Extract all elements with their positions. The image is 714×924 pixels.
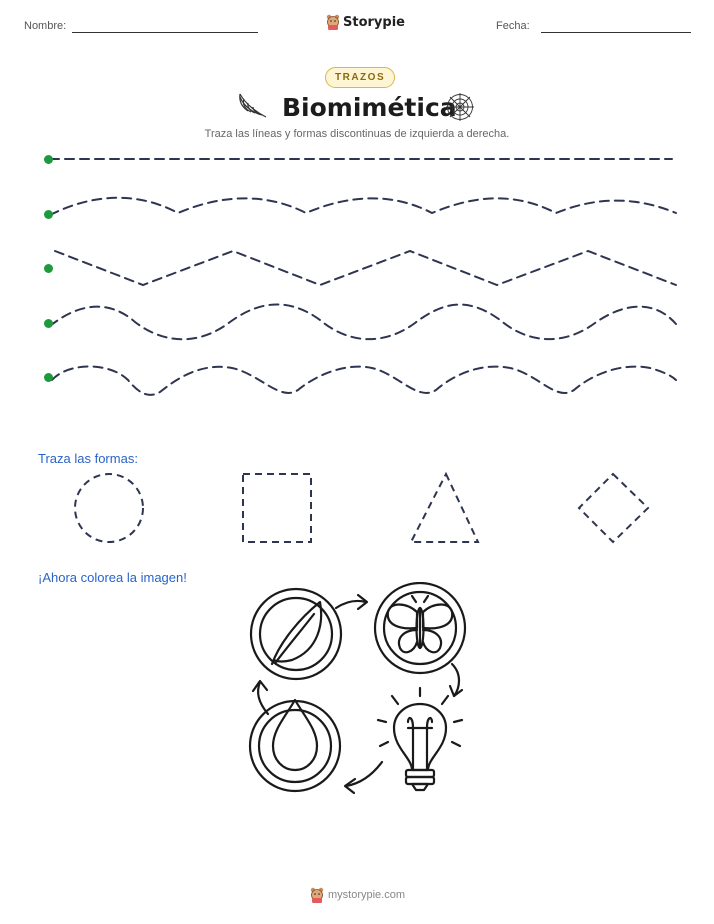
start-dot-3 <box>44 264 53 273</box>
spider-web-icon <box>444 91 476 123</box>
trace-circle[interactable] <box>75 474 143 542</box>
start-dot-4 <box>44 319 53 328</box>
trace-line-wave-1[interactable] <box>50 198 676 215</box>
name-field[interactable] <box>72 32 258 33</box>
water-drop-icon <box>250 700 340 791</box>
bear-logo-icon <box>310 887 324 903</box>
trace-line-zigzag[interactable] <box>55 251 676 285</box>
brand-name: Storypie <box>343 14 405 30</box>
shapes-heading: Traza las formas: <box>38 451 138 466</box>
name-label: Nombre: <box>24 20 67 32</box>
start-dot-1 <box>44 155 53 164</box>
trace-diamond[interactable] <box>579 474 648 542</box>
color-heading: ¡Ahora colorea la imagen! <box>38 570 187 585</box>
bear-logo-icon <box>326 14 340 30</box>
trace-square[interactable] <box>243 474 311 542</box>
trace-shapes <box>60 468 680 550</box>
start-dot-2 <box>44 210 53 219</box>
date-label: Fecha: <box>496 20 530 32</box>
light-bulb-icon <box>378 688 462 790</box>
coloring-image[interactable] <box>240 582 480 800</box>
butterfly-icon <box>375 583 465 673</box>
wing-icon <box>236 91 270 121</box>
worksheet-title: Biomimética <box>282 93 457 122</box>
trace-triangle[interactable] <box>411 474 478 542</box>
date-field[interactable] <box>541 32 691 33</box>
trace-line-wave-2[interactable] <box>50 304 676 339</box>
brand-logo <box>326 14 405 30</box>
instruction-text: Traza las líneas y formas discontinuas de izquierda a derecha. <box>204 128 510 140</box>
category-badge: TRAZOS <box>325 67 395 88</box>
leaf-icon <box>251 589 341 679</box>
tracing-lines <box>0 140 714 410</box>
footer <box>310 887 405 903</box>
trace-line-wave-3[interactable] <box>52 367 676 395</box>
start-dot-5 <box>44 373 53 382</box>
footer-url[interactable]: mystorypie.com <box>328 889 406 901</box>
